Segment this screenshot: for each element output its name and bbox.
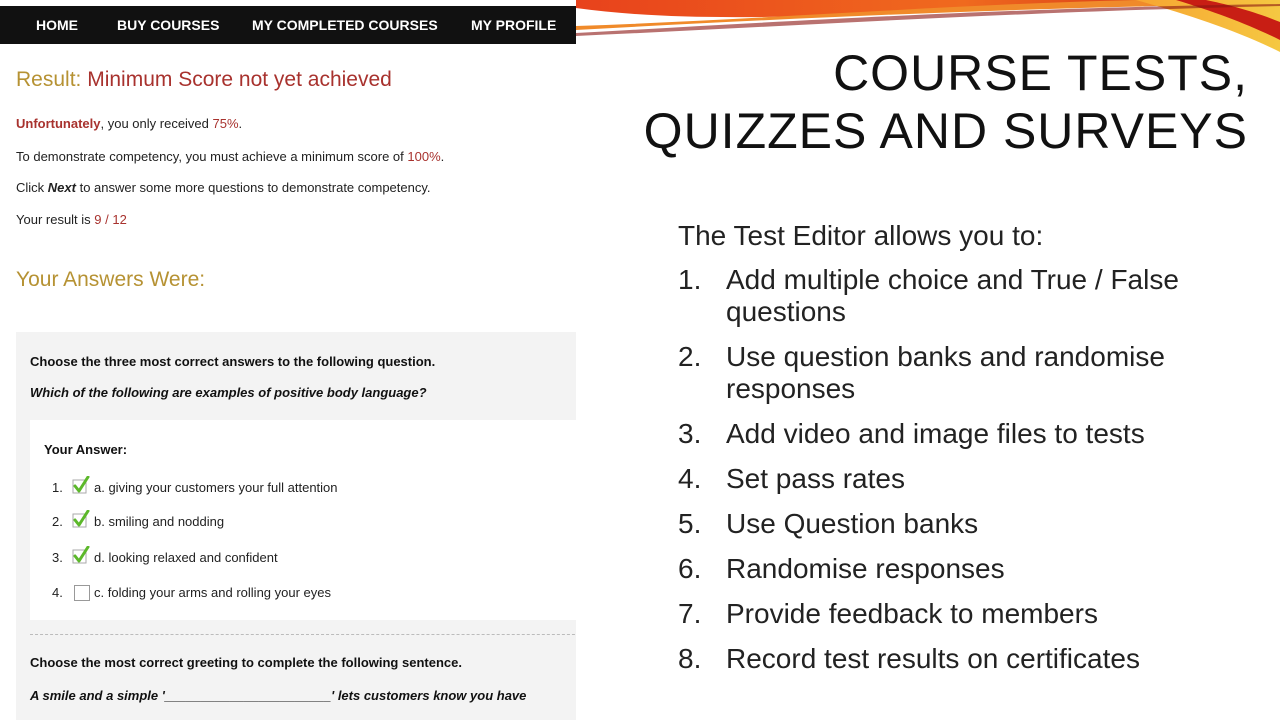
- minimum-score-period: .: [440, 149, 445, 164]
- list-item-text: Set pass rates: [726, 463, 905, 494]
- list-item-number: 6.: [678, 553, 702, 584]
- option-text: b. smiling and nodding: [94, 514, 225, 529]
- option-text: c. folding your arms and rolling your eyes: [94, 585, 332, 600]
- question-1-text: Which of the following are examples of positive body language?: [30, 385, 427, 400]
- received-score: 75%: [212, 116, 239, 131]
- divider: [30, 634, 576, 635]
- list-item-number: 2.: [678, 341, 702, 372]
- nav-my-profile[interactable]: MY PROFILE: [471, 17, 557, 33]
- next-instruction-line: [16, 180, 431, 195]
- result-label: Result:: [16, 68, 82, 91]
- list-item-text: Use Question banks: [726, 508, 979, 539]
- unfortunately-text: Unfortunately: [16, 116, 101, 131]
- top-nav-bar: [0, 6, 576, 44]
- checkmark-icon: [72, 476, 90, 494]
- list-item-number: 3.: [678, 418, 702, 449]
- result-ratio-line: [16, 212, 127, 227]
- list-item-text: Add multiple choice and True / False questions: [726, 264, 1179, 327]
- question-2-instruction: Choose the most correct greeting to complete the following sentence.: [30, 655, 462, 670]
- minimum-score-text: To demonstrate competency, you must achieve a minimum score of: [16, 149, 408, 164]
- your-answer-label: Your Answer:: [44, 442, 128, 457]
- list-item-number: 4.: [678, 463, 702, 494]
- option-number: 4.: [52, 585, 63, 600]
- option-number: 3.: [52, 550, 63, 565]
- list-item-text: Record test results on certificates: [726, 643, 1140, 674]
- list-item-number: 8.: [678, 643, 702, 674]
- nav-buy-courses[interactable]: BUY COURSES: [117, 17, 220, 33]
- nav-my-completed-courses[interactable]: MY COMPLETED COURSES: [252, 17, 438, 33]
- next-instruction-text: to answer some more questions to demonstrate competency.: [75, 180, 431, 195]
- your-answers-heading: Your Answers Were:: [16, 268, 206, 291]
- question-panel: [16, 332, 576, 720]
- question-1-instruction: Choose the three most correct answers to the following question.: [30, 354, 436, 369]
- minimum-score-value: 100%: [407, 149, 441, 164]
- click-text: Click: [16, 180, 48, 195]
- list-item-number: 1.: [678, 264, 702, 295]
- option-number: 1.: [52, 480, 63, 495]
- list-item-text: Provide feedback to members: [726, 598, 1098, 629]
- result-status: Minimum Score not yet achieved: [87, 68, 392, 91]
- result-ratio-label: Your result is: [16, 212, 95, 227]
- option-text: d. looking relaxed and confident: [94, 550, 278, 565]
- slide-title: [644, 44, 1248, 160]
- option-number: 2.: [52, 514, 63, 529]
- minimum-score-line: [16, 149, 444, 164]
- received-text: , you only received: [100, 116, 213, 131]
- result-ratio-value: 9 / 12: [94, 212, 127, 227]
- list-item-number: 5.: [678, 508, 702, 539]
- course-result-screenshot: [0, 0, 576, 720]
- list-item: [678, 463, 1268, 495]
- question-2-text: A smile and a simple '_______________________' lets customers know you have: [30, 688, 527, 703]
- next-emphasis: Next: [47, 180, 76, 195]
- list-item: [678, 598, 1268, 630]
- list-item: [678, 643, 1268, 675]
- list-item-text: Randomise responses: [726, 553, 1005, 584]
- nav-home[interactable]: HOME: [36, 17, 78, 33]
- result-heading: [16, 68, 392, 92]
- list-item-text: Use question banks and randomise responses: [726, 341, 1165, 404]
- list-item: [678, 553, 1268, 585]
- received-period: .: [238, 116, 243, 131]
- list-item: [678, 341, 1268, 405]
- your-answer-box: [30, 420, 576, 620]
- list-item-text: Add video and image files to tests: [726, 418, 1145, 449]
- slide-intro: The Test Editor allows you to:: [678, 220, 1044, 251]
- slide-title-line-1: COURSE TESTS,: [833, 45, 1248, 101]
- list-item-number: 7.: [678, 598, 702, 629]
- feature-list: [678, 264, 1268, 688]
- list-item: [678, 264, 1268, 328]
- checkmark-icon: [72, 546, 90, 564]
- list-item: [678, 508, 1268, 540]
- option-text: a. giving your customers your full attention: [94, 480, 338, 495]
- slide-title-line-2: QUIZZES AND SURVEYS: [643, 103, 1248, 159]
- unchecked-box-icon: [72, 581, 90, 599]
- score-received-line: [16, 116, 242, 131]
- list-item: [678, 418, 1268, 450]
- checkmark-icon: [72, 510, 90, 528]
